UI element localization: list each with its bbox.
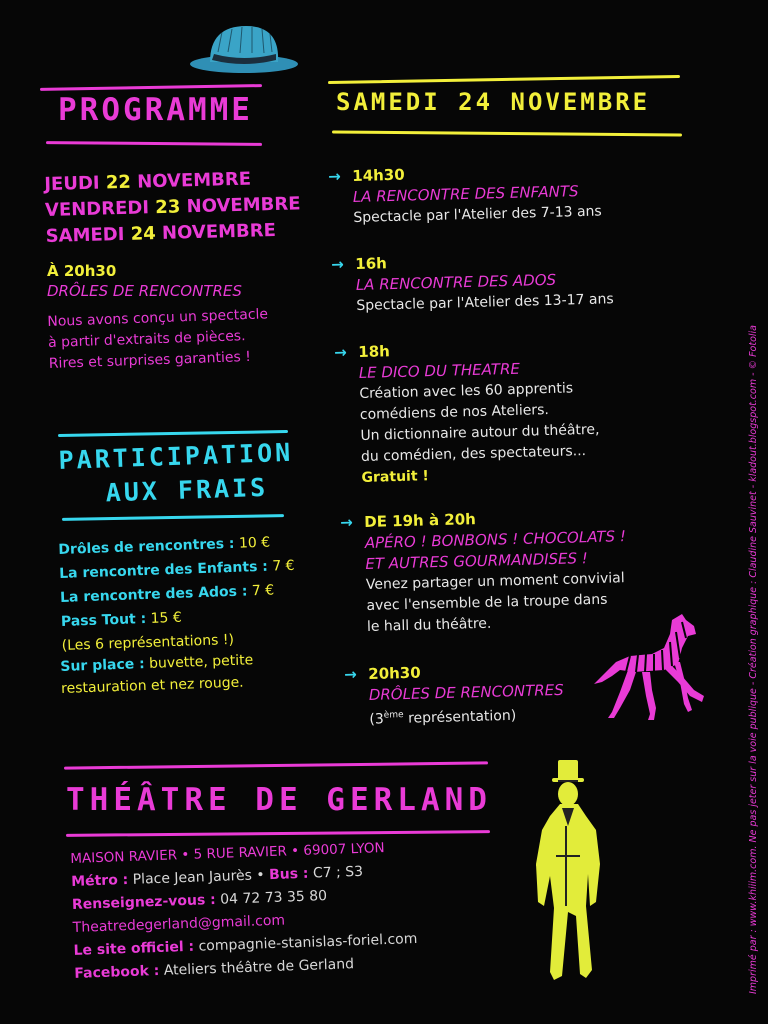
theatre-address: MAISON RAVIER • 5 RUE RAVIER • 69007 LYON: [70, 840, 385, 867]
programme-title: PROGRAMME: [58, 92, 253, 128]
arrow-right-icon: →: [328, 167, 342, 186]
arrow-right-icon: →: [334, 343, 348, 362]
pass-note: (Les 6 représentations !): [61, 631, 235, 654]
samedi-title: SAMEDI 24 NOVEMBRE: [336, 88, 651, 116]
arrow-right-icon: →: [344, 665, 358, 684]
theatre-facebook[interactable]: Facebook : Ateliers théâtre de Gerland: [74, 956, 355, 982]
show-description: Nous avons conçu un spectacle à partir d'extraits de pièces. Rires et surprises garanties !: [47, 306, 269, 372]
day-line: VENDREDI 23 NOVEMBRE: [44, 193, 301, 221]
credits-text: Imprimé par : www.khiiim.com. Ne pas jeter sur la voie publique - Création graphique : Claudine Sauvinet - kladout.blogspot.com - © Fotolia: [748, 324, 759, 994]
bowler-hat-icon: [188, 22, 300, 74]
participation-top-rule: [58, 430, 288, 437]
event-1: → 14h30 LA RENCONTRE DES ENFANTS Spectacle par l'Atelier des 7-13 ans: [328, 165, 602, 226]
programme-top-rule: [40, 84, 262, 91]
sur-place: Sur place : buvette, petite restauration et nez rouge.: [60, 652, 254, 697]
event-4: → DE 19h à 20h APÉRO ! BONBONS ! CHOCOLATS ! ET AUTRES GOURMANDISES ! Venez partager un moment convivial avec l'ensemble de la troupe dans le hall du théâtre.: [340, 510, 627, 635]
theatre-info: [70, 836, 419, 986]
day-line: SAMEDI 24 NOVEMBRE: [45, 219, 277, 247]
show-name: DRÔLES DE RENCONTRES: [47, 282, 242, 300]
theatre-title: THÉÂTRE DE GERLAND: [66, 782, 492, 818]
theatre-phone: Renseignez-vous : 04 72 73 35 80: [71, 888, 328, 913]
event-3: → 18h LE DICO DU THEATRE Création avec les 60 apprentis comédiens de nos Ateliers. Un dictionnaire autour du théâtre, du comédien, des spectateurs... Gratuit !: [334, 342, 600, 486]
participation-title: PARTICIPATION AUX FRAIS: [58, 437, 294, 508]
event-2: → 16h LA RENCONTRE DES ADOS Spectacle par l'Atelier des 13-17 ans: [331, 254, 614, 314]
zebra-icon: [590, 612, 710, 726]
price-item: La rencontre des Enfants : 7 €: [58, 557, 295, 582]
price-item: La rencontre des Ados : 7 €: [59, 582, 275, 606]
arrow-right-icon: →: [340, 513, 354, 532]
arrow-right-icon: →: [331, 255, 345, 274]
programme-bottom-rule: [46, 141, 262, 146]
participation-bottom-rule: [62, 514, 284, 521]
price-item: Drôles de rencontres : 10 €: [58, 534, 271, 558]
show-time: À 20h30: [47, 262, 117, 280]
theatre-email[interactable]: Theatredegerland@gmail.com: [72, 912, 286, 936]
programme-days: [44, 165, 302, 250]
gentleman-icon: [516, 756, 616, 990]
day-line: JEUDI 22 NOVEMBRE: [44, 168, 252, 195]
event-5: → 20h30 DRÔLES DE RENCONTRES (3ème représentation): [344, 663, 564, 728]
samedi-top-rule: [328, 75, 680, 84]
theatre-transport: Métro : Place Jean Jaurès • Bus : C7 ; S3: [70, 863, 364, 890]
price-item: Pass Tout : 15 €: [60, 609, 183, 630]
theatre-site[interactable]: Le site officiel : compagnie-stanislas-foriel.com: [73, 930, 418, 959]
samedi-bottom-rule: [332, 130, 682, 136]
theatre-top-rule: [64, 761, 488, 769]
theatre-bottom-rule: [66, 830, 490, 837]
price-list: [58, 530, 297, 658]
